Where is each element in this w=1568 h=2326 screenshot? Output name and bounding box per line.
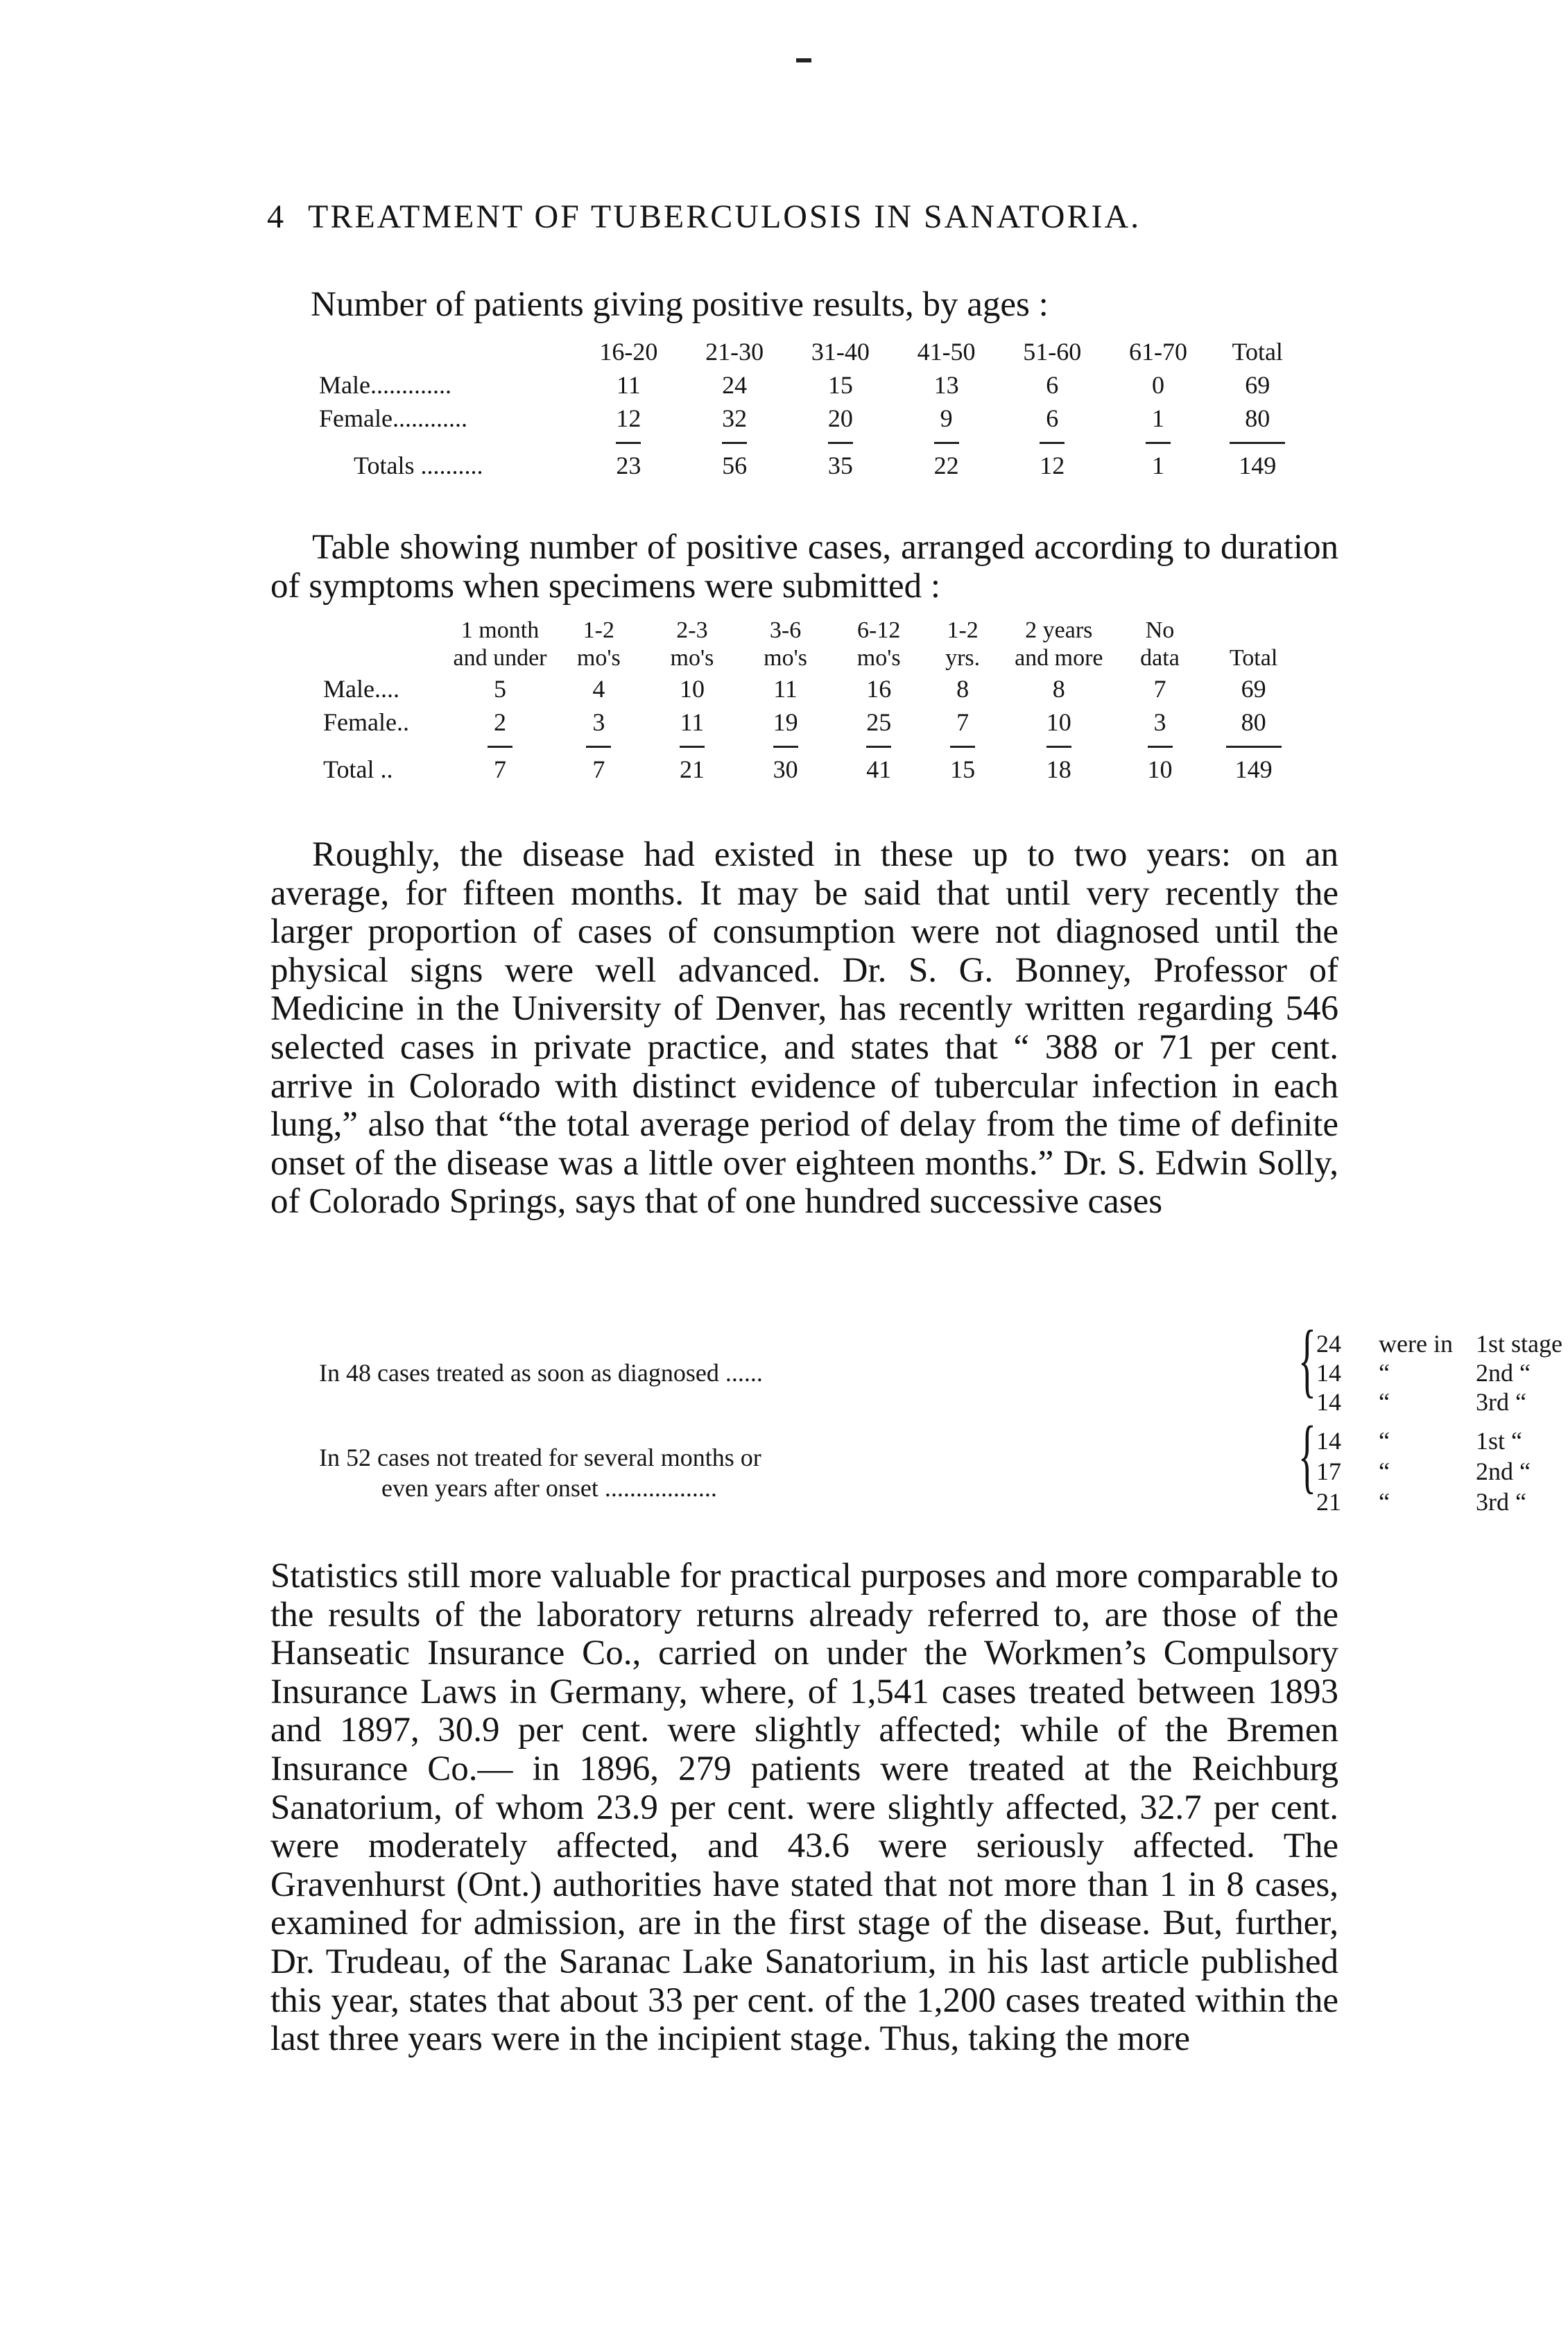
stage-were: “: [1379, 1488, 1390, 1516]
group2-label-cont: even years after onset ..................: [381, 1474, 717, 1502]
table-row: [319, 368, 1304, 402]
table-cell: 10: [679, 675, 705, 703]
table-cell: 32: [722, 404, 748, 432]
table-cell: 1: [1152, 404, 1165, 432]
stage-row: [1316, 1487, 1566, 1516]
top-mark: [796, 58, 811, 62]
table-cell: 11: [773, 675, 798, 703]
stage-row: [1316, 1457, 1566, 1486]
table-row: [323, 706, 1305, 739]
row-label: Female............: [319, 404, 467, 432]
stage-count: 17: [1316, 1457, 1341, 1485]
col-header: 6-12 mo's: [856, 617, 901, 671]
table-cell: 6: [1046, 371, 1059, 399]
table-cell: 19: [773, 708, 798, 736]
stage-row: [1316, 1329, 1566, 1358]
col-header: 1-2 mo's: [576, 617, 621, 671]
table-cell: 149: [1234, 755, 1273, 783]
totals-row: [319, 449, 1304, 482]
col-header: 1-2 yrs.: [945, 617, 981, 671]
table-row: [323, 672, 1305, 706]
stage-name: 2nd “: [1476, 1359, 1531, 1387]
table-cell: 24: [722, 371, 748, 399]
duration-table: [323, 617, 1305, 786]
table-cell: 80: [1241, 708, 1266, 736]
table-cell: 8: [1052, 675, 1065, 703]
col-header: 31-40: [811, 338, 870, 366]
stage-name: 1st “: [1476, 1427, 1522, 1455]
table-cell: 7: [1153, 675, 1166, 703]
table-cell: 2: [494, 708, 506, 736]
brace-mark: {: [1298, 1313, 1316, 1405]
age-table-header: [319, 335, 1304, 368]
table-cell: 41: [866, 755, 892, 783]
stage-name: 2nd “: [1476, 1457, 1531, 1485]
group1-label: In 48 cases treated as soon as diagnosed ......: [319, 1359, 763, 1387]
table-cell: 3: [592, 708, 605, 736]
table-cell: 80: [1245, 404, 1270, 432]
table-cell: 23: [616, 452, 641, 479]
stage-table: [319, 1313, 1562, 1532]
table-cell: 7: [956, 708, 970, 736]
row-label: Female..: [323, 708, 409, 736]
col-header: 21-30: [705, 338, 764, 366]
col-header: 1 month and under: [453, 617, 547, 671]
col-header: No data: [1140, 617, 1180, 671]
table-cell: 22: [933, 452, 959, 479]
running-head: [267, 198, 1314, 236]
stage-name: 1st stage: [1476, 1330, 1562, 1358]
stage-count: 14: [1316, 1359, 1341, 1387]
table-cell: 10: [1046, 708, 1071, 736]
row-label: Total ..: [323, 755, 393, 783]
table-cell: 15: [950, 755, 976, 783]
table-cell: 11: [617, 371, 641, 399]
col-header: 61-70: [1129, 338, 1188, 366]
table-cell: 10: [1147, 755, 1173, 783]
col-header: 16-20: [599, 338, 658, 366]
col-header: 3-6 mo's: [764, 617, 807, 671]
row-label: Male....: [323, 675, 399, 703]
sum-rule: [323, 739, 1305, 753]
table-cell: 3: [1153, 708, 1166, 736]
table-cell: 6: [1046, 404, 1059, 432]
col-header: 2-3 mo's: [670, 617, 714, 671]
table-cell: 30: [773, 755, 798, 783]
table-cell: 35: [827, 452, 853, 479]
stage-row: [1316, 1426, 1566, 1455]
table-cell: 69: [1245, 371, 1270, 399]
row-label: Male.............: [319, 371, 451, 399]
col-header: Total: [1229, 645, 1278, 671]
age-table: [319, 335, 1304, 482]
stage-count: 14: [1316, 1388, 1341, 1416]
table-cell: 56: [722, 452, 748, 479]
paragraph-statistics: Statistics still more valuable for practical purposes and more comparable to the results of the laboratory returns already referred to, are those of the Hanseatic Insurance Co., carried on under the Workmen’s Compulsory Insurance Laws in Germany, where, of 1,541 cases treated between 1893 and 1897, 30.9 per cent. were slightly affected; while of the Bremen Insurance Co.— in 1896, 279 patients were treated at the Reichburg Sanatorium, of whom 23.9 per cent. were slightly affected, 32.7 per cent. were moderately affected, and 43.6 were seriously affected. The Gravenhurst (Ont.) authorities have stated that not more than 1 in 8 cases, examined for admission, are in the first stage of the disease. But, further, Dr. Trudeau, of the Saranac Lake Sanatorium, in his last article published this year, states that about 33 per cent. of the 1,200 cases treated within the last three years were in the incipient stage. Thus, taking the more: [270, 1557, 1338, 2059]
table-cell: 5: [494, 675, 506, 703]
group2-label: In 52 cases not treated for several months or: [319, 1444, 761, 1471]
table-cell: 7: [494, 755, 506, 783]
table-cell: 1: [1152, 452, 1165, 479]
table-row: [319, 402, 1304, 435]
table-cell: 4: [592, 675, 605, 703]
brace-mark: {: [1298, 1409, 1316, 1501]
paragraph-table2-intro: Table showing number of positive cases, arranged according to duration of symptoms when specimens were submitted :: [270, 528, 1338, 606]
stage-row: [1316, 1387, 1566, 1417]
stage-count: 24: [1316, 1330, 1341, 1358]
paragraph-roughly: Roughly, the disease had existed in these up to two years: on an average, for fifteen months. It may be said that until very recently the larger proportion of cases of consumption were not diagnosed until the physical signs were well advanced. Dr. S. G. Bonney, Professor of Medicine in the University of Denver, has recently written regarding 546 selected cases in private practice, and states that “ 388 or 71 per cent. arrive in Colorado with distinct evidence of tubercular infection in each lung,” also that “the total average period of delay from the time of definite onset of the disease was a little over eighteen months.” Dr. S. Edwin Solly, of Colorado Springs, says that of one hundred successive cases: [270, 835, 1338, 1222]
page-number: 4: [267, 198, 286, 235]
stage-were: “: [1379, 1388, 1390, 1416]
col-header: 2 years and more: [1015, 617, 1103, 671]
table-cell: 7: [592, 755, 605, 783]
col-header: Total: [1232, 338, 1283, 366]
stage-were: were in: [1379, 1330, 1453, 1358]
stage-were: “: [1379, 1359, 1390, 1387]
table-cell: 13: [933, 371, 959, 399]
table-cell: 15: [827, 371, 853, 399]
table-cell: 21: [679, 755, 705, 783]
table-cell: 25: [866, 708, 892, 736]
stage-were: “: [1379, 1457, 1390, 1485]
col-header: 41-50: [917, 338, 976, 366]
col-header: 51-60: [1023, 338, 1082, 366]
row-label: Totals ..........: [354, 452, 483, 479]
table-cell: 20: [827, 404, 853, 432]
stage-row: [1316, 1358, 1566, 1387]
table-cell: 69: [1241, 675, 1266, 703]
totals-row: [323, 753, 1305, 786]
stage-were: “: [1379, 1427, 1390, 1455]
table-cell: 18: [1046, 755, 1071, 783]
table-cell: 0: [1152, 371, 1165, 399]
table-cell: 12: [1040, 452, 1065, 479]
table-cell: 16: [866, 675, 892, 703]
stage-name: 3rd “: [1476, 1488, 1526, 1516]
stage-count: 21: [1316, 1488, 1341, 1516]
table-cell: 12: [616, 404, 641, 432]
stage-count: 14: [1316, 1427, 1341, 1455]
table-cell: 9: [940, 404, 953, 432]
duration-table-header: [323, 617, 1305, 672]
table1-caption: Number of patients giving positive results, by ages :: [311, 285, 1049, 324]
running-title: TREATMENT OF TUBERCULOSIS IN SANATORIA.: [308, 198, 1141, 235]
table-cell: 11: [680, 708, 705, 736]
table-cell: 8: [956, 675, 970, 703]
table-cell: 149: [1239, 452, 1277, 479]
stage-name: 3rd “: [1476, 1388, 1526, 1416]
sum-rule: [319, 435, 1304, 449]
